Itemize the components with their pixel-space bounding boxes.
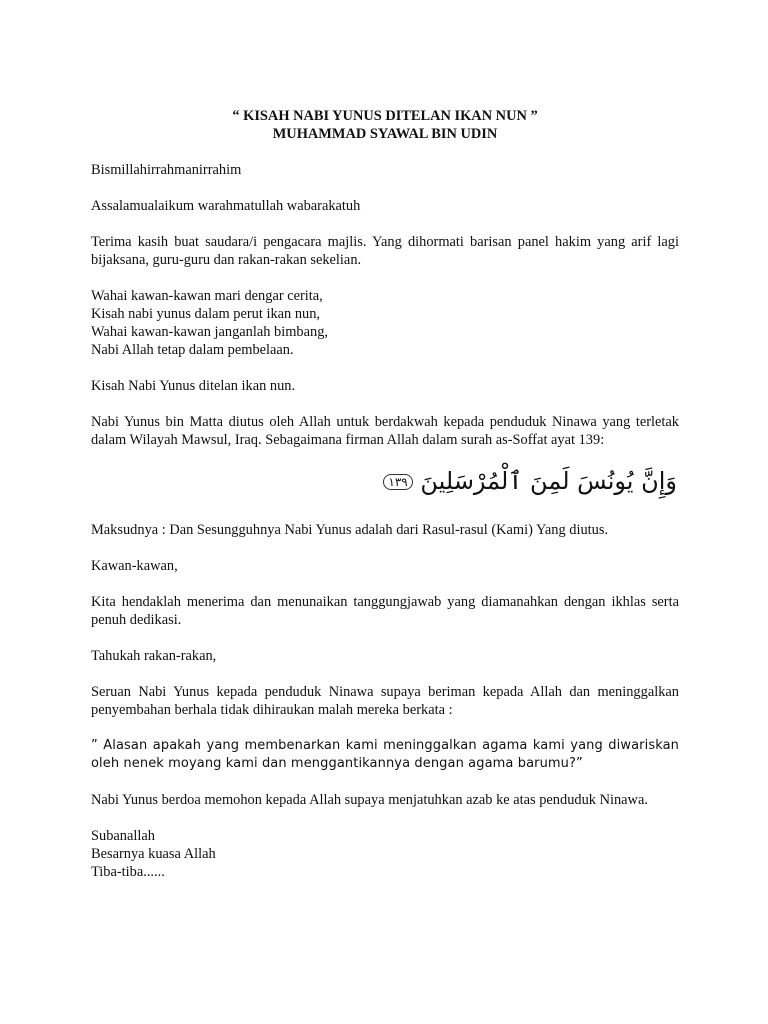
closing-line: Besarnya kuasa Allah <box>91 846 216 862</box>
poem-line: Wahai kawan-kawan janganlah bimbang, <box>91 324 328 340</box>
topic-line: Kisah Nabi Yunus ditelan ikan nun. <box>91 378 296 394</box>
arabic-verse <box>91 461 679 501</box>
ayah-number-marker: ١٣٩ <box>383 474 412 490</box>
poem-line: Wahai kawan-kawan mari dengar cerita, <box>91 288 323 304</box>
poem-line: Kisah nabi yunus dalam perut ikan nun, <box>91 306 321 322</box>
meaning-line: Maksudnya : Dan Sesungguhnya Nabi Yunus adalah dari Rasul-rasul (Kami) Yang diutus. <box>91 522 609 538</box>
responsibility-paragraph: Kita hendaklah menerima dan menunaikan tanggungjawab yang diamanahkan dengan ikhlas serta penuh dedikasi. <box>91 594 679 628</box>
quote-paragraph: ” Alasan apakah yang membenarkan kami meninggalkan agama kami yang diwariskan oleh nenek moyang kami dan menggantikannya dengan agama barumu?” <box>91 738 679 771</box>
address-friends: Kawan-kawan, <box>91 558 178 574</box>
opening-basmala: Bismillahirrahmanirrahim <box>91 162 242 178</box>
closing-line: Subanallah <box>91 828 155 844</box>
intro-paragraph: Nabi Yunus bin Matta diutus oleh Allah untuk berdakwah kepada penduduk Ninawa yang terletak dalam Wilayah Mawsul, Iraq. Sebagaimana firman Allah dalam surah as-Soffat ayat 139: <box>91 414 679 448</box>
greeting-paragraph: Terima kasih buat saudara/i pengacara majlis. Yang dihormati barisan panel hakim yang arif lagi bijaksana, guru-guru dan rakan-rakan sekelian. <box>91 234 679 268</box>
document-title: “ KISAH NABI YUNUS DITELAN IKAN NUN ” <box>232 108 538 124</box>
closing-block <box>91 827 679 881</box>
call-paragraph: Seruan Nabi Yunus kepada penduduk Ninawa supaya beriman kepada Allah dan meninggalkan penyembahan berhala tidak dihiraukan malah mereka berkata : <box>91 684 679 718</box>
document-author: MUHAMMAD SYAWAL BIN UDIN <box>272 126 498 142</box>
opening-salam: Assalamualaikum warahmatullah wabarakatuh <box>91 198 361 214</box>
document-body <box>91 107 679 899</box>
poem-line: Nabi Allah tetap dalam pembelaan. <box>91 342 294 358</box>
address-question: Tahukah rakan-rakan, <box>91 648 217 664</box>
poem-block <box>91 287 679 359</box>
prayer-paragraph: Nabi Yunus berdoa memohon kepada Allah supaya menjatuhkan azab ke atas penduduk Ninawa. <box>91 792 648 808</box>
arabic-verse-text: وَإِنَّ يُونُسَ لَمِنَ ٱلْمُرْسَلِينَ <box>420 467 677 495</box>
closing-line: Tiba-tiba...... <box>91 864 165 880</box>
